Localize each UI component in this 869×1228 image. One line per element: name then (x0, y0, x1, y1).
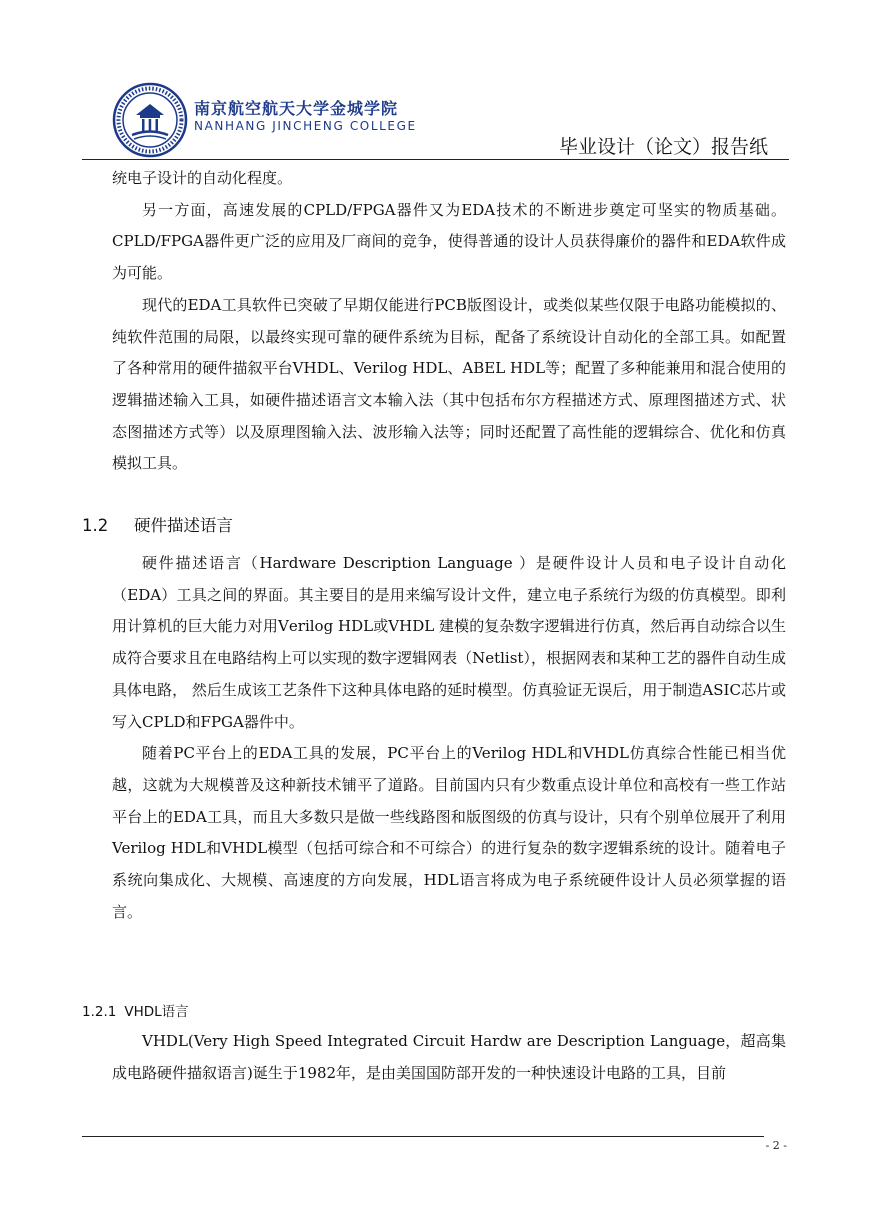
page-number: - 2 - (765, 1139, 787, 1152)
body-block-1 (112, 163, 786, 480)
paragraph: 现代的EDA工具软件已突破了早期仅能进行PCB版图设计，或类似某些仅限于电路功能模拟的、纯软件范围的局限，以最终实现可靠的硬件系统为目标，配备了系统设计自动化的全部工具。如配置了各种常用的硬件描叙平台VHDL、Verilog HDL、ABEL HDL等；配置了多种能兼用和混合使用的逻辑描述输入工具，如硬件描述语言文本输入法（其中包括布尔方程描述方式、原理图描述方式、状态图描述方式等）以及原理图输入法、波形输入法等；同时还配置了高性能的逻辑综合、优化和仿真模拟工具。 (112, 295, 786, 473)
paragraph: 随着PC平台上的EDA工具的发展，PC平台上的Verilog HDL和VHDL仿真综合性能已相当优越，这就为大规模普及这种新技术铺平了道路。目前国内只有少数重点设计单位和高校有一些工作站平台上的EDA工具，而且大多数只是做一些线路图和版图级的仿真与设计，只有个别单位展开了利用Verilog HDL和VHDL模型（包括可综合和不可综合）的进行复杂的数字逻辑系统的设计。随着电子系统向集成化、大规模、高速度的方向发展，HDL语言将成为电子系统硬件设计人员必须掌握的语言。 (112, 744, 786, 921)
college-name-cn: 南京航空航天大学金城学院 (194, 99, 399, 118)
report-title: 毕业设计（论文）报告纸 (558, 136, 768, 158)
subsection-title: VHDL语言 (124, 1004, 189, 1020)
paragraph: 统电子设计的自动化程度。 (112, 169, 293, 187)
section-number: 1.2 (82, 516, 109, 535)
body-block-3 (112, 1026, 786, 1089)
subsection-heading (82, 1000, 189, 1020)
footer-divider (82, 1136, 764, 1137)
section-heading (82, 512, 233, 536)
body-block-2 (112, 548, 786, 928)
college-seal-icon (112, 82, 188, 158)
section-title: 硬件描述语言 (134, 516, 233, 535)
paragraph: VHDL(Very High Speed Integrated Circuit Hardw are Description Language，超高集成电路硬件描叙语言)诞生于1982年，是由美国国防部开发的一种快速设计电路的工具，目前 (112, 1032, 786, 1082)
page-header (82, 76, 790, 160)
paragraph: 硬件描述语言（Hardware Description Language ）是硬件设计人员和电子设计自动化（EDA）工具之间的界面。其主要目的是用来编写设计文件，建立电子系统行为级的仿真模型。即利用计算机的巨大能力对用Ⅴerilog HDL或VHDL 建模的复杂数字逻辑进行仿真，然后再自动综合以生成符合要求且在电路结构上可以实现的数字逻辑网表（Netlist），根据网表和某种工艺的器件自动生成具体电路， 然后生成该工艺条件下这种具体电路的延时模型。仿真验证无误后，用于制造ASIC芯片或写入CPLD和FPGA器件中。 (112, 554, 786, 731)
paragraph: 另一方面，高速发展的CPLD/FPGA器件又为EDA技术的不断进步奠定可坚实的物质基础。CPLD/FPGA器件更广泛的应用及厂商间的竞争，使得普通的设计人员获得廉价的器件和EDA软件成为可能。 (112, 200, 786, 283)
header-divider (82, 159, 789, 160)
subsection-number: 1.2.1 (82, 1004, 117, 1020)
college-name-en: NANHANG JINCHENG COLLEGE (194, 119, 417, 133)
